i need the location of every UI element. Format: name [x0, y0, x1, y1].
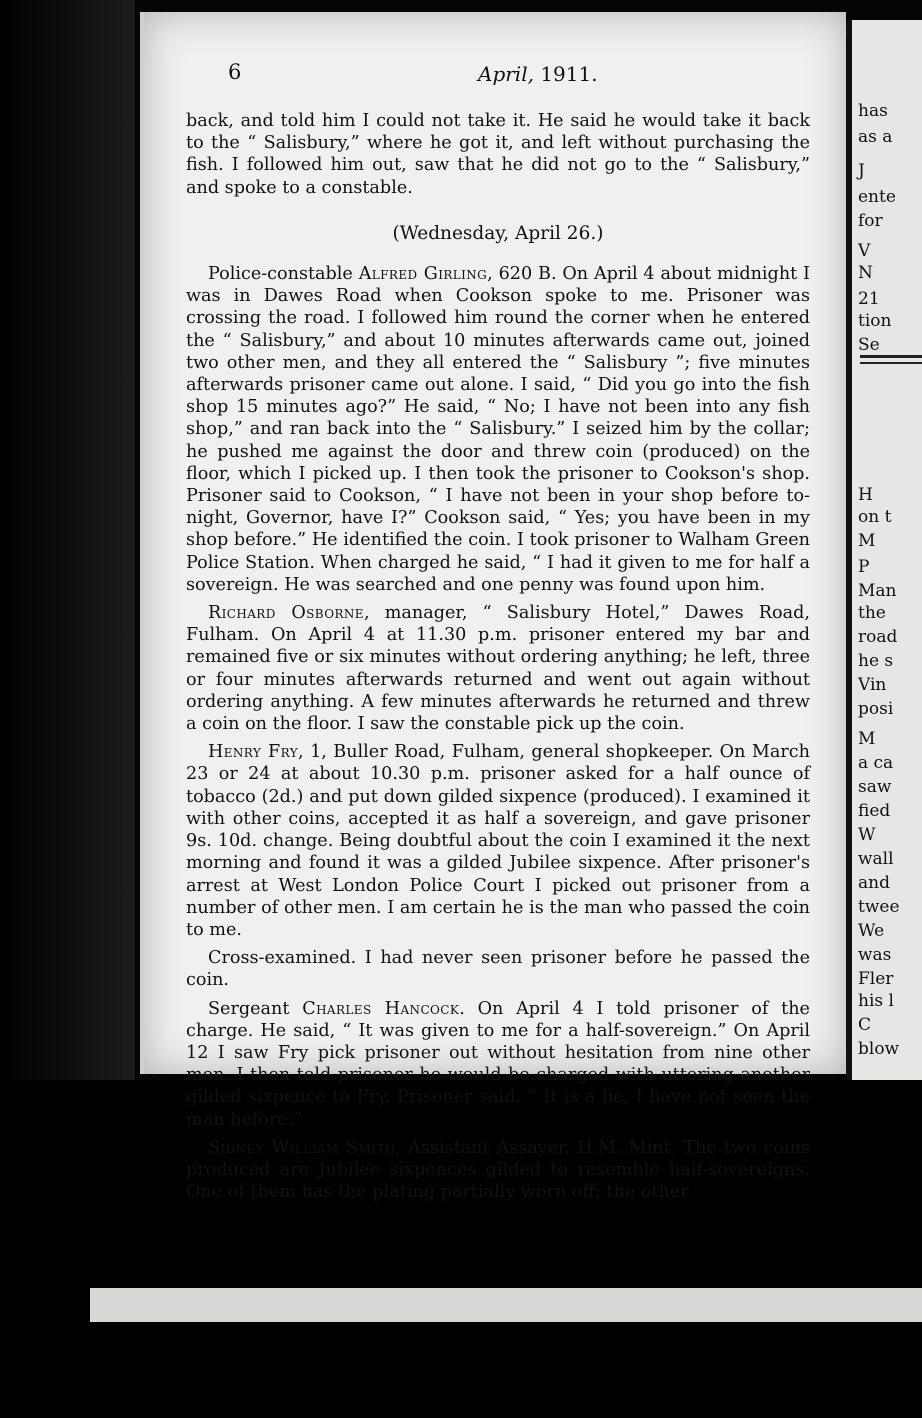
adjacent-page-fragment: tion [858, 311, 892, 331]
adjacent-page-fragment: posi [858, 699, 894, 719]
witness-name-girling: Alfred Girling [358, 264, 488, 285]
osborne-text: , manager, “ Salisbury Hotel,” Dawes Road, Fulham. On April 4 at 11.30 p.m. prisoner entered my bar and remained five or six minutes without ordering anything; he left, three or four minutes afterwards returned and went out again without ordering anything. A few minutes afterwards he returned and threw a coin on the floor. I saw the constable pick up the coin. [186, 603, 810, 735]
adjacent-page-fragment: and [858, 873, 890, 893]
adjacent-page-fragment: W [858, 825, 876, 845]
hancock-text: . On April 4 I told prisoner of the charge. He said, “ It was given to me for a half-sovereign.” On April 12 I saw Fry pick prisoner out without hesitation from nine other men. I then told prisoner he would be charged with uttering another gilded sixpence to Fry. Prisoner said, “ It is a lie, I have not seen the man before.” [186, 998, 810, 1130]
adjacent-page-fragment: blow [858, 1039, 900, 1059]
adjacent-page-fragment: a ca [858, 753, 894, 773]
adjacent-page-fragment: Fler [858, 969, 894, 989]
adjacent-page-fragment: was [858, 945, 892, 965]
adjacent-page-fragment: P [858, 557, 870, 577]
scan-bottom-band [90, 1288, 922, 1322]
adjacent-page-fragment: the [858, 603, 886, 623]
hancock-prefix: Sergeant [208, 998, 303, 1019]
adjacent-page-rule [860, 355, 922, 358]
adjacent-page-fragment: J [858, 161, 865, 181]
adjacent-page-fragment: has [858, 101, 888, 121]
adjacent-page-fragment: saw [858, 777, 892, 797]
paragraph-osborne [186, 602, 810, 735]
adjacent-page-fragment: Man [858, 581, 897, 601]
adjacent-page-fragment: N [858, 263, 873, 283]
adjacent-page-edge [846, 20, 922, 1080]
page-header [228, 60, 648, 88]
running-head [478, 62, 598, 86]
paragraph-smith [186, 1137, 810, 1204]
fry-text: , 1, Buller Road, Fulham, general shopkeeper. On March 23 or 24 at about 10.30 p.m. prisoner asked for a half ounce of tobacco (2d.) and put down gilded sixpence (produced). I examined it with other coins, accepted it as half a sovereign, and gave prisoner 9s. 10d. change. Being doubtful about the coin I examined it the next morning and found it was a gilded Jubilee sixpence. After prisoner's arrest at West London Police Court I picked out prisoner from a number of other men. I am certain he is the man who passed the coin to me. [186, 742, 810, 940]
paragraph-cross-examined: Cross-examined. I had never seen prisoner before he passed the coin. [186, 948, 810, 991]
adjacent-page-fragment: C [858, 1015, 872, 1035]
paragraph-continuation: back, and told him I could not take it. He said he would take it back to the “ Salisbury,” where he got it, and left without purchasing the fish. I followed him out, saw that he did not go to the “ Salisbury,” and spoke to a constable. [186, 111, 810, 198]
witness-name-osborne: Richard Osborne [208, 603, 364, 624]
paragraph-girling [186, 263, 810, 596]
adjacent-page-fragment: M [858, 531, 876, 551]
adjacent-page-fragment: V [858, 241, 871, 261]
adjacent-page-fragment: he s [858, 651, 894, 671]
witness-name-smith: Sidney William Smith [208, 1137, 396, 1158]
adjacent-page-fragment: fied [858, 801, 891, 821]
date-line: (Wednesday, April 26.) [392, 222, 604, 244]
adjacent-page-fragment: as a [858, 127, 893, 147]
adjacent-page-fragment: his l [858, 991, 894, 1011]
adjacent-page-fragment: H [858, 485, 873, 505]
smith-text: , Assistant Assayer, H.M. Mint. The two coins produced are Jubilee sixpences gilded to resemble half-sovereigns. One of them has the plating partially worn off; the other [186, 1137, 810, 1203]
paragraph-fry [186, 741, 810, 941]
adjacent-page-fragment: road [858, 627, 898, 647]
adjacent-page-fragment: ente [858, 187, 896, 207]
adjacent-page-fragment: on t [858, 507, 892, 527]
adjacent-page-fragment: 21 [858, 289, 880, 309]
running-head-year: 1911. [540, 62, 598, 86]
page-number: 6 [228, 60, 242, 84]
witness-name-hancock: Charles Hancock [302, 998, 460, 1019]
running-head-month: April, [478, 62, 534, 86]
adjacent-page-fragment: M [858, 729, 876, 749]
girling-prefix: Police-constable [208, 264, 359, 285]
witness-name-fry: Henry Fry [208, 742, 299, 763]
adjacent-page-fragment: twee [858, 897, 900, 917]
adjacent-page-fragment: Vin [858, 675, 887, 695]
girling-text: , 620 B. On April 4 about midnight I was in Dawes Road when Cookson spoke to me. Prisoner was crossing the road. I followed him round the corner when he entered the “ Salisbury,” and about 10 minutes afterwards came out, joined two other men, and they all entered the “ Salisbury ”; five minutes afterwards prisoner came out alone. I said, “ Did you go into the fish shop 15 minutes ago?” He said, “ No; I have not been into any fish shop,” and ran back into the “ Salisbury.” I seized him by the collar; he pushed me against the door and threw coin (produced) on the floor, which I picked up. I then took the prisoner to Cookson's shop. Prisoner said to Cookson, “ I have not been in your shop before to-night, Governor, have I?” Cookson said, “ Yes; you have been in my shop before.” He identified the coin. I took prisoner to Walham Green Police Station. When charged he said, “ I had it given to me for half a sovereign. He was searched and one penny was found upon him. [186, 264, 811, 595]
adjacent-page-fragment: wall [858, 849, 894, 869]
page-body [186, 110, 810, 1203]
adjacent-page-fragment: for [858, 211, 883, 231]
adjacent-page-fragment: We [858, 921, 885, 941]
adjacent-page-rule-2 [860, 362, 922, 364]
adjacent-page-fragment: Se [858, 335, 880, 355]
paragraph-hancock [186, 998, 810, 1131]
